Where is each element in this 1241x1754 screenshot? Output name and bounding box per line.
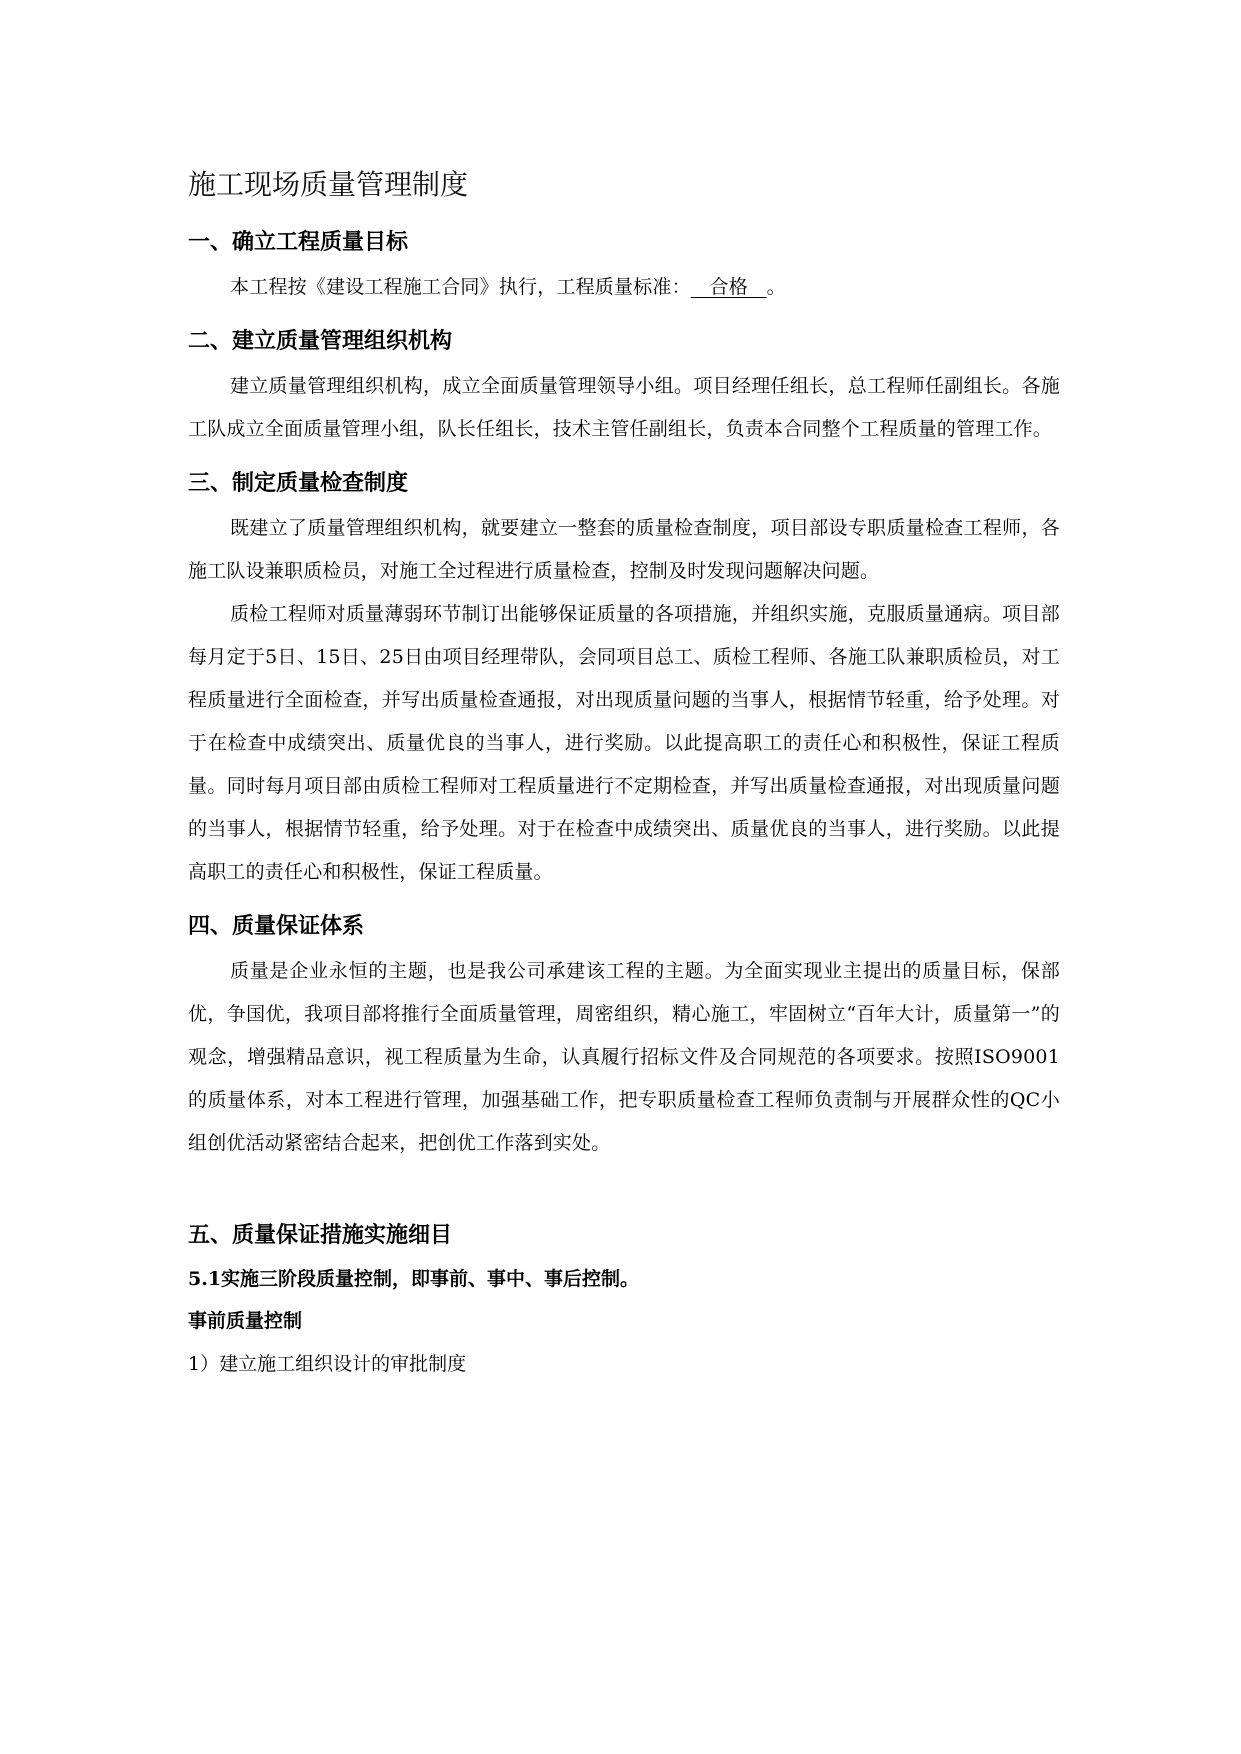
section-2-paragraph: 建立质量管理组织机构，成立全面质量管理领导小组。项目经理任组长，总工程师任副组长。各施工队成立全面质量管理小组，队长任组长，技术主管任副组长，负责本合同整个工程质量的管理工作。 (188, 375, 1060, 440)
section-3-paragraph-2: 质检工程师对质量薄弱环节制订出能够保证质量的各项措施，并组织实施，克服质量通病。项目部每月定于5日、15日、25日由项目经理带队，会同项目总工、质检工程师、各施工队兼职质检员，对工程质量进行全面检查，并写出质量检查通报，对出现质量问题的当事人，根据情节轻重，给予处理。对于在检查中成绩突出、质量优良的当事人，进行奖励。以此提高职工的责任心和积极性，保证工程质量。同时每月项目部由质检工程师对工程质量进行不定期检查，并写出质量检查通报，对出现质量问题的当事人，根据情节轻重，给予处理。对于在检查中成绩突出、质量优良的当事人，进行奖励。以此提高职工的责任心和积极性，保证工程质量。 (188, 603, 1060, 883)
section-2-heading: 二、建立质量管理组织机构 (188, 328, 453, 354)
section-5-1-heading: 5.1实施三阶段质量控制，即事前、事中、事后控制。 (188, 1268, 640, 1290)
document-body (188, 160, 1060, 1385)
section-4-heading: 四、质量保证体系 (188, 913, 365, 939)
quality-standard-value: 合格 (690, 276, 767, 298)
document-title: 施工现场质量管理制度 (188, 168, 469, 201)
list-item: 1）建立施工组织设计的审批制度 (188, 1353, 467, 1375)
section-1-text-after: 。 (766, 276, 786, 298)
section-5-heading: 五、质量保证措施实施细目 (188, 1222, 453, 1248)
section-3-heading: 三、制定质量检查制度 (188, 470, 409, 496)
section-1-text-before: 本工程按《建设工程施工合同》执行，工程质量标准： (230, 276, 691, 298)
section-1-heading: 一、确立工程质量目标 (188, 229, 409, 255)
section-1-paragraph (188, 266, 1060, 309)
section-4-paragraph: 质量是企业永恒的主题，也是我公司承建该工程的主题。为全面实现业主提出的质量目标，保部优，争国优，我项目部将推行全面质量管理，周密组织，精心施工，牢固树立“百年大计，质量第一”的观念，增强精品意识，视工程质量为生命，认真履行招标文件及合同规范的各项要求。按照ISO9001的质量体系，对本工程进行管理，加强基础工作，把专职质量检查工程师负责制与开展群众性的QC小组创优活动紧密结合起来，把创优工作落到实处。 (188, 960, 1060, 1154)
pre-control-heading: 事前质量控制 (188, 1310, 303, 1332)
section-3-paragraph-1: 既建立了质量管理组织机构，就要建立一整套的质量检查制度，项目部设专职质量检查工程师，各施工队设兼职质检员，对施工全过程进行质量检查，控制及时发现问题解决问题。 (188, 517, 1060, 582)
